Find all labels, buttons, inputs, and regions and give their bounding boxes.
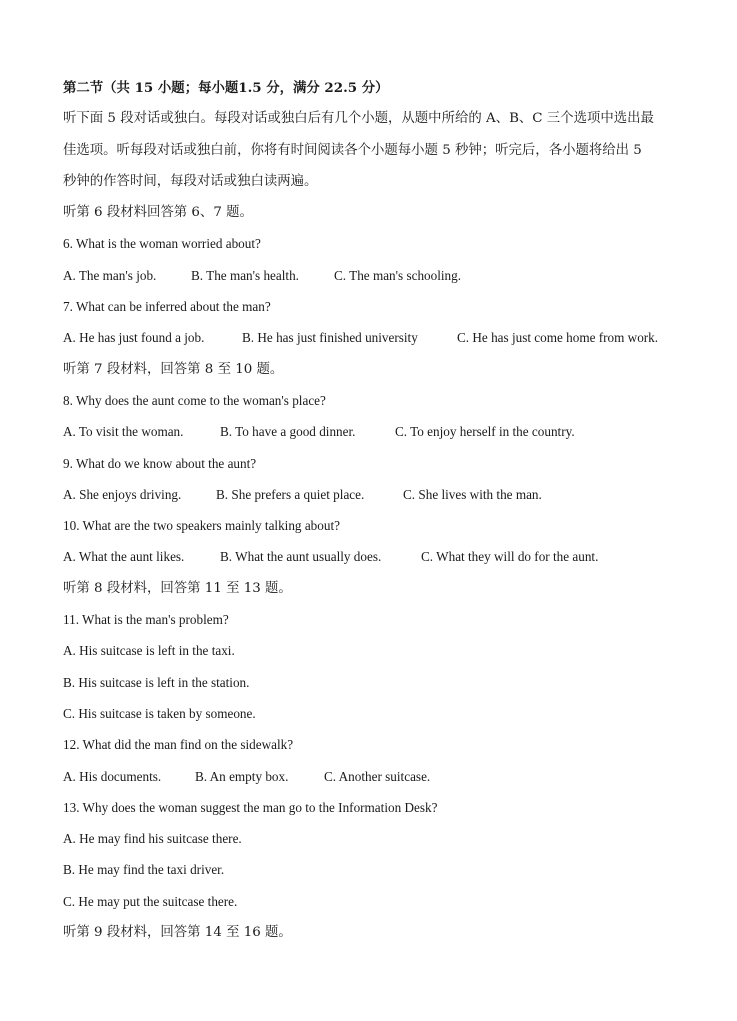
question-options [63, 328, 683, 359]
question-options [63, 547, 683, 578]
option-a: A. He may find his suitcase there. [63, 831, 242, 847]
exam-page [63, 78, 683, 954]
instruction-line: 佳选项。听每段对话或独白前，你将有时间阅读各个小题每小题 5 秒钟；听完后，各小题将给出 5 [63, 142, 642, 158]
option-c: C. Another suitcase. [324, 768, 431, 784]
option-b: B. She prefers a quiet place. [216, 486, 365, 502]
option-a: A. The man's job. [63, 267, 157, 283]
option-a: A. He has just found a job. [63, 330, 205, 346]
group-header: 听第 7 段材料，回答第 8 至 10 题。 [63, 361, 284, 377]
question-stem: 8. Why does the aunt come to the woman's place? [63, 392, 326, 408]
question-stem: 9. What do we know about the aunt? [63, 455, 257, 471]
option-c: C. He has just come home from work. [457, 330, 659, 346]
question-stem: 7. What can be inferred about the man? [63, 299, 271, 315]
question-options [63, 767, 683, 798]
option-a: A. His suitcase is left in the taxi. [63, 643, 235, 659]
option-b: B. What the aunt usually does. [220, 549, 382, 565]
option-c: C. He may put the suitcase there. [63, 893, 238, 909]
option-b: B. He may find the taxi driver. [63, 862, 225, 878]
question-stem: 6. What is the woman worried about? [63, 236, 261, 252]
group-header: 听第 6 段材料回答第 6、7 题。 [63, 205, 253, 221]
option-a: A. What the aunt likes. [63, 549, 185, 565]
option-b: B. His suitcase is left in the station. [63, 674, 250, 690]
option-a: A. She enjoys driving. [63, 486, 182, 502]
question-stem: 12. What did the man find on the sidewalk? [63, 737, 294, 753]
group-header: 听第 8 段材料，回答第 11 至 13 题。 [63, 580, 292, 596]
option-c: C. The man's schooling. [334, 267, 462, 283]
option-c: C. She lives with the man. [403, 486, 542, 502]
option-c: C. What they will do for the aunt. [421, 549, 599, 565]
question-options [63, 266, 683, 297]
option-c: C. His suitcase is taken by someone. [63, 705, 256, 721]
option-a: A. To visit the woman. [63, 424, 184, 440]
option-b: B. The man's health. [191, 267, 299, 283]
group-header: 听第 9 段材料，回答第 14 至 16 题。 [63, 925, 292, 941]
option-b: B. He has just finished university [242, 330, 418, 346]
option-b: B. An empty box. [195, 768, 289, 784]
section-title: 第二节（共 15 小题；每小题1.5 分，满分 22.5 分） [63, 80, 389, 96]
question-stem: 11. What is the man's problem? [63, 612, 229, 628]
option-c: C. To enjoy herself in the country. [395, 424, 575, 440]
instruction-line: 秒钟的作答时间，每段对话或独白读两遍。 [63, 173, 318, 189]
option-b: B. To have a good dinner. [220, 424, 356, 440]
question-stem: 13. Why does the woman suggest the man go to the Information Desk? [63, 799, 438, 815]
option-a: A. His documents. [63, 768, 162, 784]
question-stem: 10. What are the two speakers mainly talking about? [63, 518, 340, 534]
instruction-line: 听下面 5 段对话或独白。每段对话或独白后有几个小题，从题中所给的 A、B、C 三个选项中选出最 [63, 111, 654, 127]
question-options [63, 422, 683, 453]
question-options [63, 485, 683, 516]
